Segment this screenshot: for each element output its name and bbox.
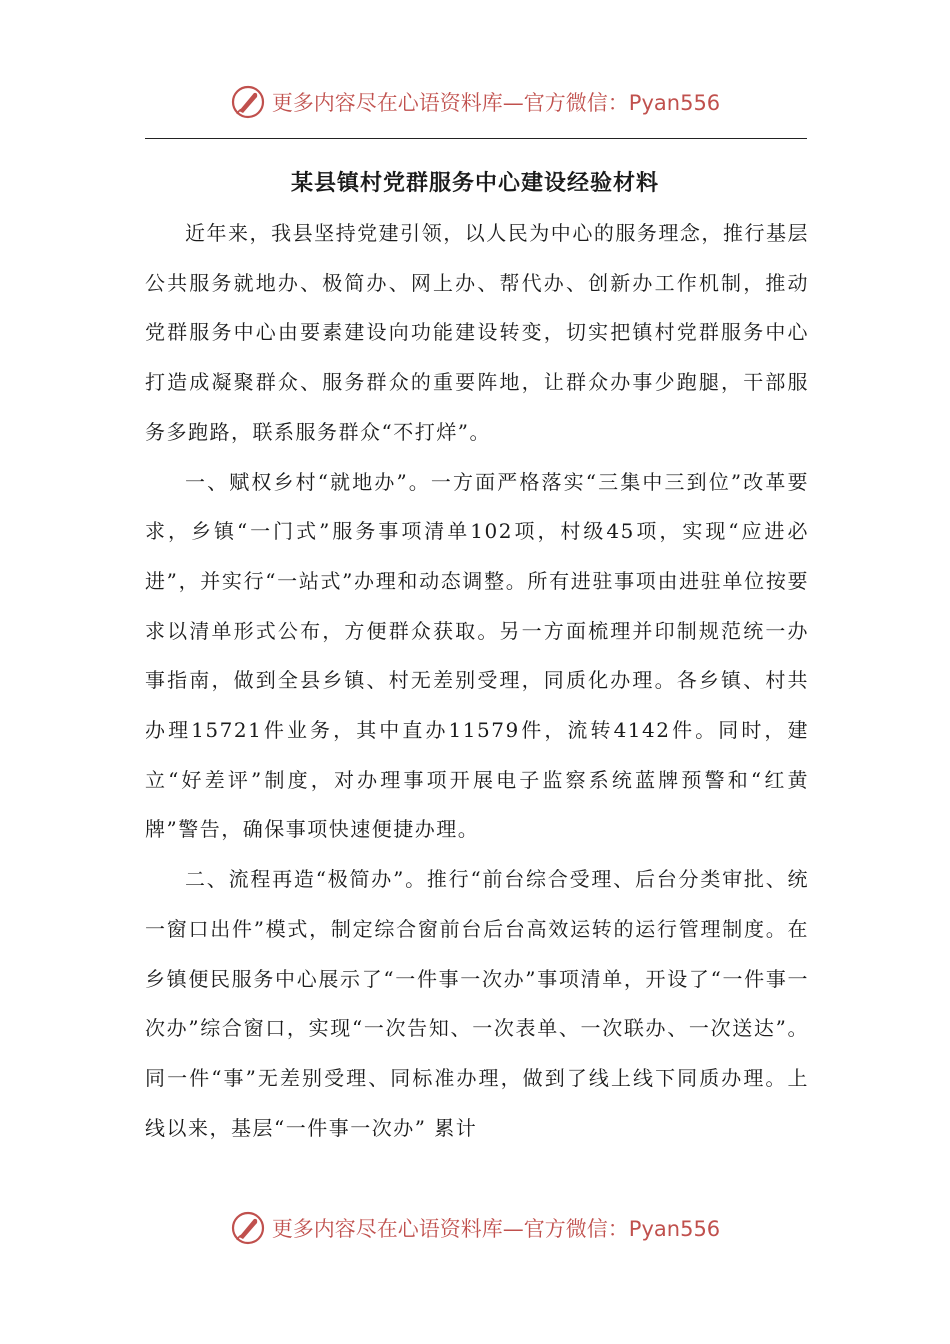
- quill-pen-logo-icon: [230, 1210, 266, 1246]
- document-body: [145, 209, 809, 1153]
- header-banner-text: 更多内容尽在心语资料库—官方微信：Pyan556: [271, 91, 721, 115]
- quill-pen-logo-icon: [230, 84, 266, 120]
- paragraph-section-1: 一、赋权乡村“就地办”。一方面严格落实“三集中三到位”改革要求，乡镇“一门式”服务事项清单102项，村级45项，实现“应进必进”，并实行“一站式”办理和动态调整。所有进驻事项由进驻单位按要求以清单形式公布，方便群众获取。另一方面梳理并印制规范统一办事指南，做到全县乡镇、村无差别受理，同质化办理。各乡镇、村共办理15721件业务，其中直办11579件，流转4142件。同时，建立“好差评”制度，对办理事项开展电子监察系统蓝牌预警和“红黄牌”警告，确保事项快速便捷办理。: [145, 469, 809, 842]
- paragraph-section-2: 二、流程再造“极简办”。推行“前台综合受理、后台分类审批、统一窗口出件”模式，制定综合窗前台后台高效运转的运行管理制度。在乡镇便民服务中心展示了“一件事一次办”事项清单，开设了“一件事一次办”综合窗口，实现“一次告知、一次表单、一次联办、一次送达”。同一件“事”无差别受理、同标准办理，做到了线上线下同质办理。上线以来，基层“一件事一次办” 累计: [145, 867, 809, 1140]
- header-divider: [145, 138, 807, 139]
- paragraph-intro: 近年来，我县坚持党建引领，以人民为中心的服务理念，推行基层公共服务就地办、极简办、网上办、帮代办、创新办工作机制，推动党群服务中心由要素建设向功能建设转变，切实把镇村党群服务中心打造成凝聚群众、服务群众的重要阵地，让群众办事少跑腿，干部服务多跑路，联系服务群众“不打烊”。: [145, 221, 809, 444]
- footer-banner: [0, 1210, 950, 1246]
- document-title: 某县镇村党群服务中心建设经验材料: [290, 170, 659, 196]
- header-banner: [0, 84, 950, 120]
- footer-banner-text: 更多内容尽在心语资料库—官方微信：Pyan556: [271, 1217, 721, 1241]
